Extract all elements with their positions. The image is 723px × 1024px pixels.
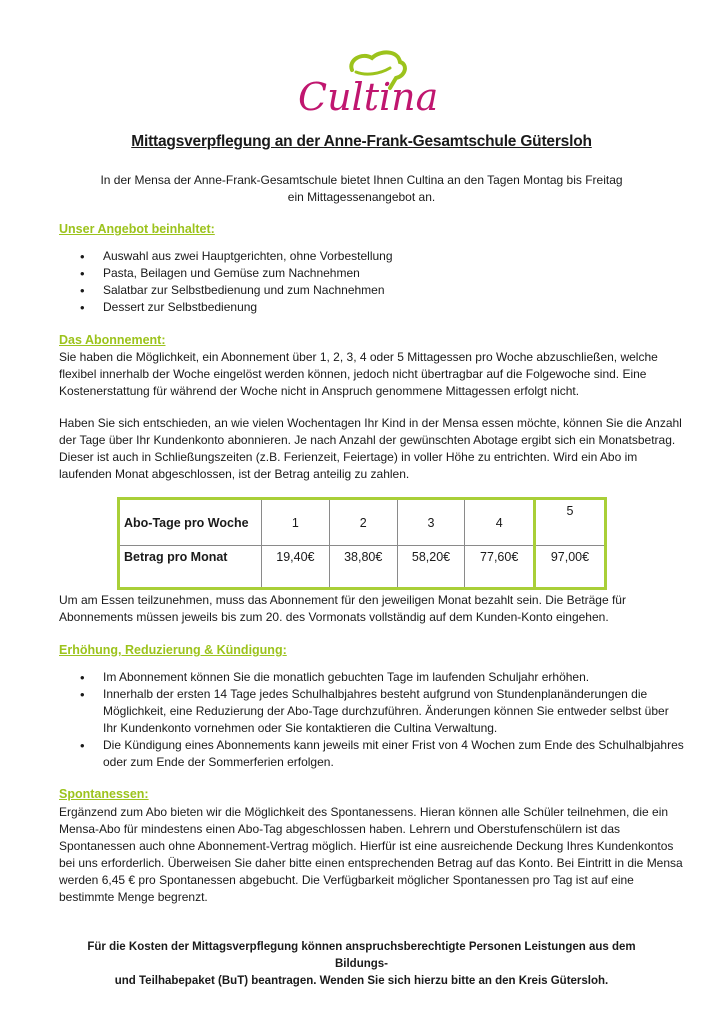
list-item: • Salatbar zur Selbstbedienung und zum Nachnehmen	[78, 282, 678, 299]
footer-note	[60, 939, 663, 990]
footer-line-2: und Teilhabepaket (BuT) beantragen. Wenden Sie sich hierzu bitte an den Kreis Gütersloh.	[114, 975, 609, 987]
abonnement-paragraph-2: Haben Sie sich entschieden, an wie vielen Wochentagen Ihr Kind in der Mensa essen möchte, können Sie die Anzahl der Tage über Ihr Kundenkonto abonnieren. Je nach Anzahl der gewünschten Abotage ergibt sich ein Monatsbetrag. Dieser ist auch in Schließungszeiten (z.B. Ferienzeit, Feiertage) in voller Höhe zu entrichten. Wird ein Abo im laufenden Monat abgeschlossen, ist der Betrag anteilig zu zahlen.	[59, 416, 682, 481]
table-cell: 1	[262, 499, 330, 546]
table-cell: 2	[329, 499, 397, 546]
intro-text	[90, 172, 633, 206]
list-item: • Die Kündigung eines Abonnements kann jeweils mit einer Frist von 4 Wochen zum Ende des Schulhalbjahres oder zum Ende der Sommerferien erfolgen.	[78, 737, 684, 771]
list-item: • Auswahl aus zwei Hauptgerichten, ohne Vorbestellung	[78, 248, 678, 265]
table-cell: 5	[534, 499, 605, 546]
table-cell: 97,00€	[534, 546, 605, 589]
angebot-list	[78, 248, 678, 316]
heading-angebot: Unser Angebot beinhaltet:	[59, 222, 215, 236]
list-item: • Dessert zur Selbstbedienung	[78, 299, 678, 316]
table-cell: 38,80€	[329, 546, 397, 589]
cultina-logo	[290, 48, 440, 118]
list-item: • Pasta, Beilagen und Gemüse zum Nachnehmen	[78, 265, 678, 282]
heading-aenderungen: Erhöhung, Reduzierung & Kündigung:	[59, 643, 287, 657]
row-label-prices: Betrag pro Monat	[119, 546, 262, 589]
table-row-days	[119, 499, 606, 546]
list-item: • Im Abonnement können Sie die monatlich gebuchten Tage im laufenden Schuljahr erhöhen.	[78, 669, 684, 686]
table-cell: 19,40€	[262, 546, 330, 589]
table-cell: 3	[397, 499, 465, 546]
price-table	[117, 497, 607, 590]
list-item: • Innerhalb der ersten 14 Tage jedes Schulhalbjahres besteht aufgrund von Stundenplanänderungen die Möglichkeit, eine Reduzierung der Abo-Tage durchzuführen. Änderungen können Sie entweder selbst über Ihr Kundenkonto vornehmen oder Sie kontaktieren die Cultina Verwaltung.	[78, 686, 684, 737]
intro-line-2: ein Mittagessenangebot an.	[287, 190, 436, 204]
page-title: Mittagsverpflegung an der Anne-Frank-Gesamtschule Gütersloh	[131, 133, 592, 150]
intro-line-1: In der Mensa der Anne-Frank-Gesamtschule bietet Ihnen Cultina an den Tagen Montag bis Freitag	[100, 173, 623, 187]
chef-hat-icon	[290, 48, 440, 118]
table-cell: 77,60€	[465, 546, 534, 589]
heading-spontanessen: Spontanessen:	[59, 787, 149, 801]
row-label-days: Abo-Tage pro Woche	[119, 499, 262, 546]
footer-line-1: Für die Kosten der Mittagsverpflegung können anspruchsberechtigte Personen Leistungen aus dem Bildungs-	[87, 941, 636, 970]
abonnement-paragraph-1: Sie haben die Möglichkeit, ein Abonnement über 1, 2, 3, 4 oder 5 Mittagessen pro Woche abzuschließen, welche flexibel innerhalb der Woche eingelöst werden können, jedoch nicht übertragbar auf die Folgewoche sind. Eine Kostenerstattung für während der Woche nicht in Anspruch genommene Mittagessen erfolgt nicht.	[59, 350, 658, 398]
table-cell: 58,20€	[397, 546, 465, 589]
abonnement-paragraph-3: Um am Essen teilzunehmen, muss das Abonnement für den jeweiligen Monat bezahlt sein. Die Beträge für Abonnements müssen jeweils bis zum 20. des Vormonats vollständig auf dem Kunden-Konto eingehen.	[59, 593, 626, 624]
heading-abonnement: Das Abonnement:	[59, 333, 166, 347]
table-row-prices	[119, 546, 606, 589]
table-cell: 4	[465, 499, 534, 546]
aenderungen-list	[78, 669, 684, 771]
svg-text:Cultina: Cultina	[298, 75, 439, 118]
spontanessen-paragraph: Ergänzend zum Abo bieten wir die Möglichkeit des Spontanessens. Hieran können alle Schüler teilnehmen, die ein Mensa-Abo für mindestens einen Abo-Tag abgeschlossen haben. Lehrern und Oberstufenschülern ist das Spontanessen auch ohne Abonnement-Vertrag möglich. Hierfür ist eine ausreichende Deckung Ihres Kundenkontos bei uns erforderlich. Überweisen Sie daher bitte einen entsprechenden Betrag auf das Konto. Bei Eintritt in die Mensa werden 6,45 € pro Spontanessen abgebucht. Die Verfügbarkeit möglicher Spontanessen pro Tag ist auf eine bestimmte Menge begrenzt.	[59, 805, 683, 904]
